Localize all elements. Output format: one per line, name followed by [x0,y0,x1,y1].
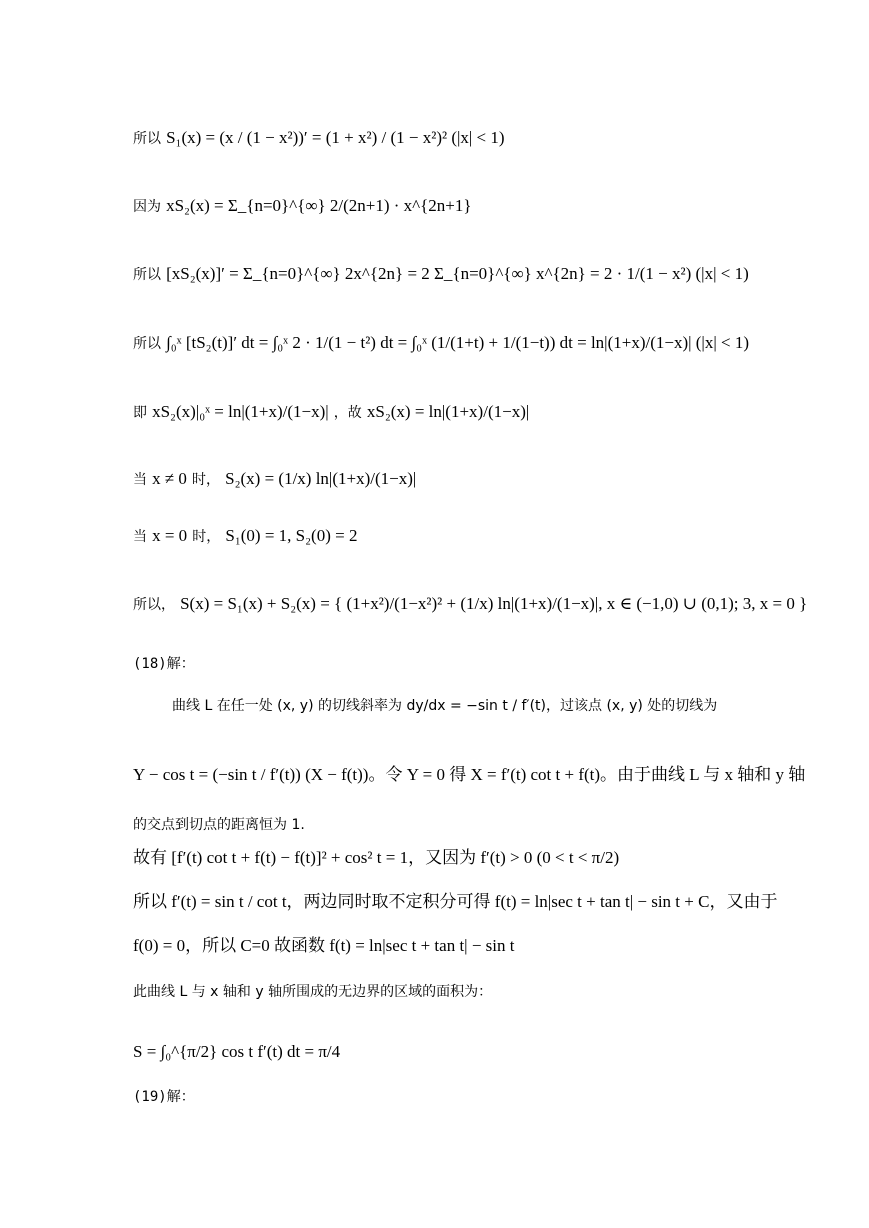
formula: S(x) = S₁(x) + S₂(x) = { (1+x²)/(1−x²)² + (1/x) ln|(1+x)/(1−x)|, x ∈ (−1,0) ∪ (0,1); 3, x = 0 } [180,594,808,613]
line-x-nonzero [133,469,416,490]
formula: S₁(x) = (x / (1 − x²))′ = (1 + x²) / (1 − x²)² (|x| < 1) [166,128,505,147]
section-19-label: (19)解： [133,1089,195,1105]
line-prefix: 所以 [133,131,161,147]
line-prefix: 因为 [133,199,161,215]
formula: xS₂(x) = Σ_{n=0}^{∞} 2/(2n+1) · x^{2n+1} [166,196,472,215]
line-prefix: 所以， [133,597,175,613]
line-prefix: 当 [133,529,147,545]
line-connector: ，故 [333,405,362,421]
section-18-label: (18)解： [133,656,195,672]
line-integral [133,333,749,354]
line-prefix: 所以 [133,267,161,283]
section-18-paragraph-4: 故有 [f′(t) cot t + f(t) − f(t)]² + cos² t = 1，又因为 f′(t) > 0 (0 < t < π/2) [133,848,620,867]
section-18-paragraph-1: 曲线 L 在任一处 (x, y) 的切线斜率为 dy/dx = −sin t / f′(t)，过该点 (x, y) 处的切线为 [172,698,718,714]
line-xs2 [133,196,472,217]
formula: ∫₀ˣ [tS₂(t)]′ dt = ∫₀ˣ 2 · 1/(1 − t²) dt = ∫₀ˣ (1/(1+t) + 1/(1−t)) dt = ln|(1+x)/(1−x)| (|x| < 1) [166,333,749,352]
line-connector: 时， [192,472,221,488]
formula-2: xS₂(x) = ln|(1+x)/(1−x)| [366,402,530,421]
section-18-paragraph-5: 所以 f′(t) = sin t / cot t，两边同时取不定积分可得 f(t) = ln|sec t + tan t| − sin t + C，又由于 [133,892,778,911]
line-x-zero [133,526,357,547]
section-18-paragraph-2: Y − cos t = (−sin t / f′(t)) (X − f(t))。令 Y = 0 得 X = f′(t) cot t + f(t)。由于曲线 L 与 x 轴和 y 轴 [133,765,806,784]
formula: xS₂(x)|₀ˣ = ln|(1+x)/(1−x)| [152,402,329,421]
line-xs2-derivative [133,264,749,285]
line-result [133,402,529,423]
line-prefix: 所以 [133,336,161,352]
formula: x = 0 [152,526,188,545]
line-prefix: 即 [133,405,147,421]
line-s1 [133,128,505,149]
formula-2: S₂(x) = (1/x) ln|(1+x)/(1−x)| [225,469,417,488]
area-formula: S = ∫₀^{π/2} cos t f′(t) dt = π/4 [133,1042,341,1061]
line-connector: 时， [192,529,221,545]
formula: [xS₂(x)]′ = Σ_{n=0}^{∞} 2x^{2n} = 2 Σ_{n=0}^{∞} x^{2n} = 2 · 1/(1 − x²) (|x| < 1) [166,264,749,283]
line-prefix: 当 [133,472,147,488]
section-18-paragraph-6: f(0) = 0，所以 C=0 故函数 f(t) = ln|sec t + tan t| − sin t [133,936,515,955]
section-18-paragraph-7: 此曲线 L 与 x 轴和 y 轴所围成的无边界的区域的面积为： [133,984,493,1000]
formula: x ≠ 0 [152,469,187,488]
line-piecewise [133,594,807,615]
section-18-paragraph-3: 的交点到切点的距离恒为 1. [133,817,305,833]
formula-2: S₁(0) = 1, S₂(0) = 2 [225,526,358,545]
